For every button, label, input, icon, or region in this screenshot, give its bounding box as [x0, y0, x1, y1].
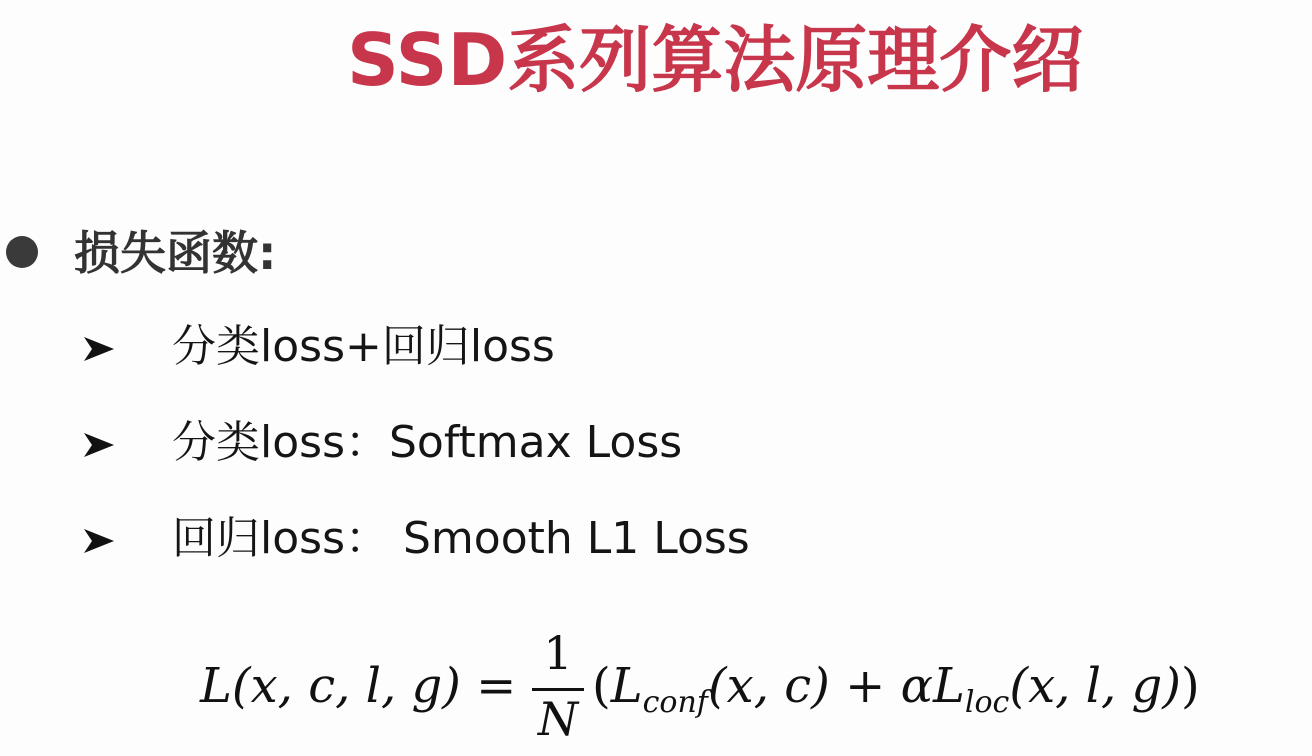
- arrow-right-icon: [82, 334, 116, 364]
- formula-lhs-func: L: [200, 658, 232, 714]
- list-item: [0, 504, 1312, 574]
- formula-rhs: [592, 658, 1200, 720]
- list-item: [0, 408, 1312, 478]
- formula-lhs-args: (x, c, l, g): [231, 658, 461, 714]
- formula-numerator: 1: [543, 626, 573, 680]
- loss-formula: [200, 628, 1280, 748]
- formula-lhs: [200, 658, 516, 714]
- formula-equals: =: [476, 658, 517, 714]
- formula-loc-args: (x, l, g): [1009, 658, 1181, 714]
- formula-plus: +: [845, 658, 886, 714]
- arrow-right-icon: [82, 526, 116, 556]
- formula-conf-args: (x, c): [707, 658, 830, 714]
- section-heading: 损失函数:: [74, 226, 277, 280]
- list-item-text: 回归loss： Smooth L1 Loss: [172, 513, 750, 564]
- formula-conf-symbol: L: [610, 658, 643, 714]
- bullet-dot-icon: [6, 236, 38, 268]
- list-item: [0, 312, 1312, 382]
- list-item-text: 分类loss：Softmax Loss: [172, 417, 683, 468]
- formula-fraction: [530, 628, 586, 748]
- formula-close-paren: ): [1180, 658, 1200, 714]
- formula-alpha: α: [900, 658, 933, 714]
- formula-open-paren: (: [592, 658, 611, 714]
- formula-loc-symbol: L: [933, 658, 965, 714]
- list-item-text: 分类loss+回归loss: [172, 321, 555, 372]
- formula-loc-subscript: loc: [964, 685, 1010, 720]
- formula-fraction-bar: [532, 688, 584, 691]
- formula-denominator: N: [537, 692, 579, 746]
- formula-conf-subscript: conf: [642, 685, 708, 720]
- slide-title: SSD系列算法原理介绍: [347, 18, 1084, 102]
- arrow-right-icon: [82, 430, 116, 460]
